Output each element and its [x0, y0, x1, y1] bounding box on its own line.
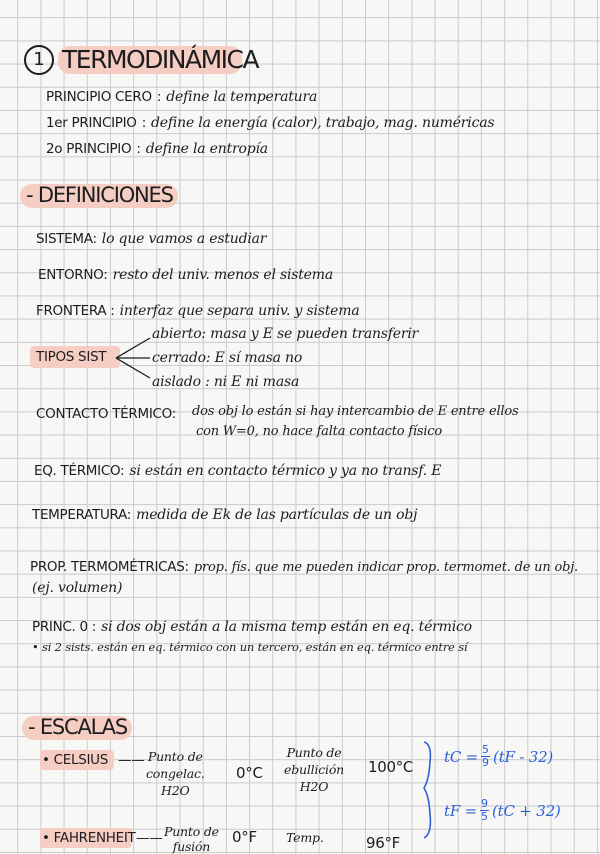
tipo-cerrado: cerrado: E sí masa no [152, 350, 303, 366]
def-frontera: FRONTERA : interfaz que separa univ. y sistema [36, 303, 360, 319]
def-princ0: PRINC. 0 : si dos obj están a la misma temp están en eq. térmico [32, 619, 472, 635]
def-contacto-line2: con W=0, no hace falta contacto físico [196, 424, 443, 439]
brace [420, 740, 436, 840]
def-sistema: SISTEMA: lo que vamos a estudiar [36, 231, 267, 247]
celsius-boiling-value: 100°C [368, 758, 414, 776]
def-contacto-term: CONTACTO TÉRMICO: [36, 406, 176, 422]
def-tipos-term: TIPOS SIST [36, 349, 107, 365]
scale-fahrenheit: • FAHRENHEIT [42, 830, 136, 846]
principle-row: 1er PRINCIPIO : define la energía (calor), trabajo, mag. numéricas [46, 115, 495, 131]
section-number: 1 [24, 45, 54, 75]
celsius-freezing-label: Punto de congelac. H2O [146, 749, 205, 798]
def-princ0-line2: • si 2 sists. están en eq. térmico con un tercero, están en eq. térmico entre sí [32, 640, 468, 654]
def-eq-termico: EQ. TÉRMICO: si están en contacto térmico y ya no transf. E [34, 463, 442, 479]
scale-dash: —— [118, 752, 145, 768]
bracket-lines [114, 330, 154, 386]
def-prop: PROP. TERMOMÉTRICAS: prop. fís. que me pueden indicar prop. termomet. de un obj. [30, 559, 578, 575]
tipo-aislado: aislado : ni E ni masa [152, 374, 300, 390]
section-title-definiciones: - DEFINICIONES [26, 183, 173, 207]
celsius-boiling-label: Punto de ebullición H2O [284, 745, 345, 794]
tipo-abierto: abierto: masa y E se pueden transferir [152, 326, 419, 342]
principle-row: PRINCIPIO CERO : define la temperatura [46, 89, 318, 105]
fahrenheit-temp-value: 96°F [366, 834, 401, 852]
def-prop-line2: (ej. volumen) [32, 580, 123, 596]
def-entorno: ENTORNO: resto del univ. menos el sistema [38, 267, 333, 283]
formula-tc: tC = $\frac{5}{9}$ (tF - 32) [444, 743, 554, 769]
formula-tf: tF = $\frac{9}{5}$ (tC + 32) [444, 797, 561, 823]
section-title-escalas: - ESCALAS [28, 715, 127, 739]
page-title: TERMODINÁMICA [62, 45, 259, 74]
scale-dash: —— [136, 830, 163, 846]
fraction: $\frac{9}{5}$ [480, 797, 488, 823]
fahrenheit-temp-label: Temp. [286, 830, 324, 845]
fahrenheit-freezing-label: Punto de fusión [164, 824, 219, 854]
fahrenheit-freezing-value: 0°F [232, 828, 257, 846]
principle-row: 2o PRINCIPIO : define la entropía [46, 141, 268, 157]
celsius-freezing-value: 0°C [236, 764, 263, 782]
scale-celsius: • CELSIUS [42, 752, 109, 768]
def-temperatura: TEMPERATURA: medida de Ek de las partículas de un obj [32, 507, 418, 523]
def-contacto-line1: dos obj lo están si hay intercambio de E entre ellos [192, 404, 519, 419]
fraction: $\frac{5}{9}$ [482, 743, 490, 769]
